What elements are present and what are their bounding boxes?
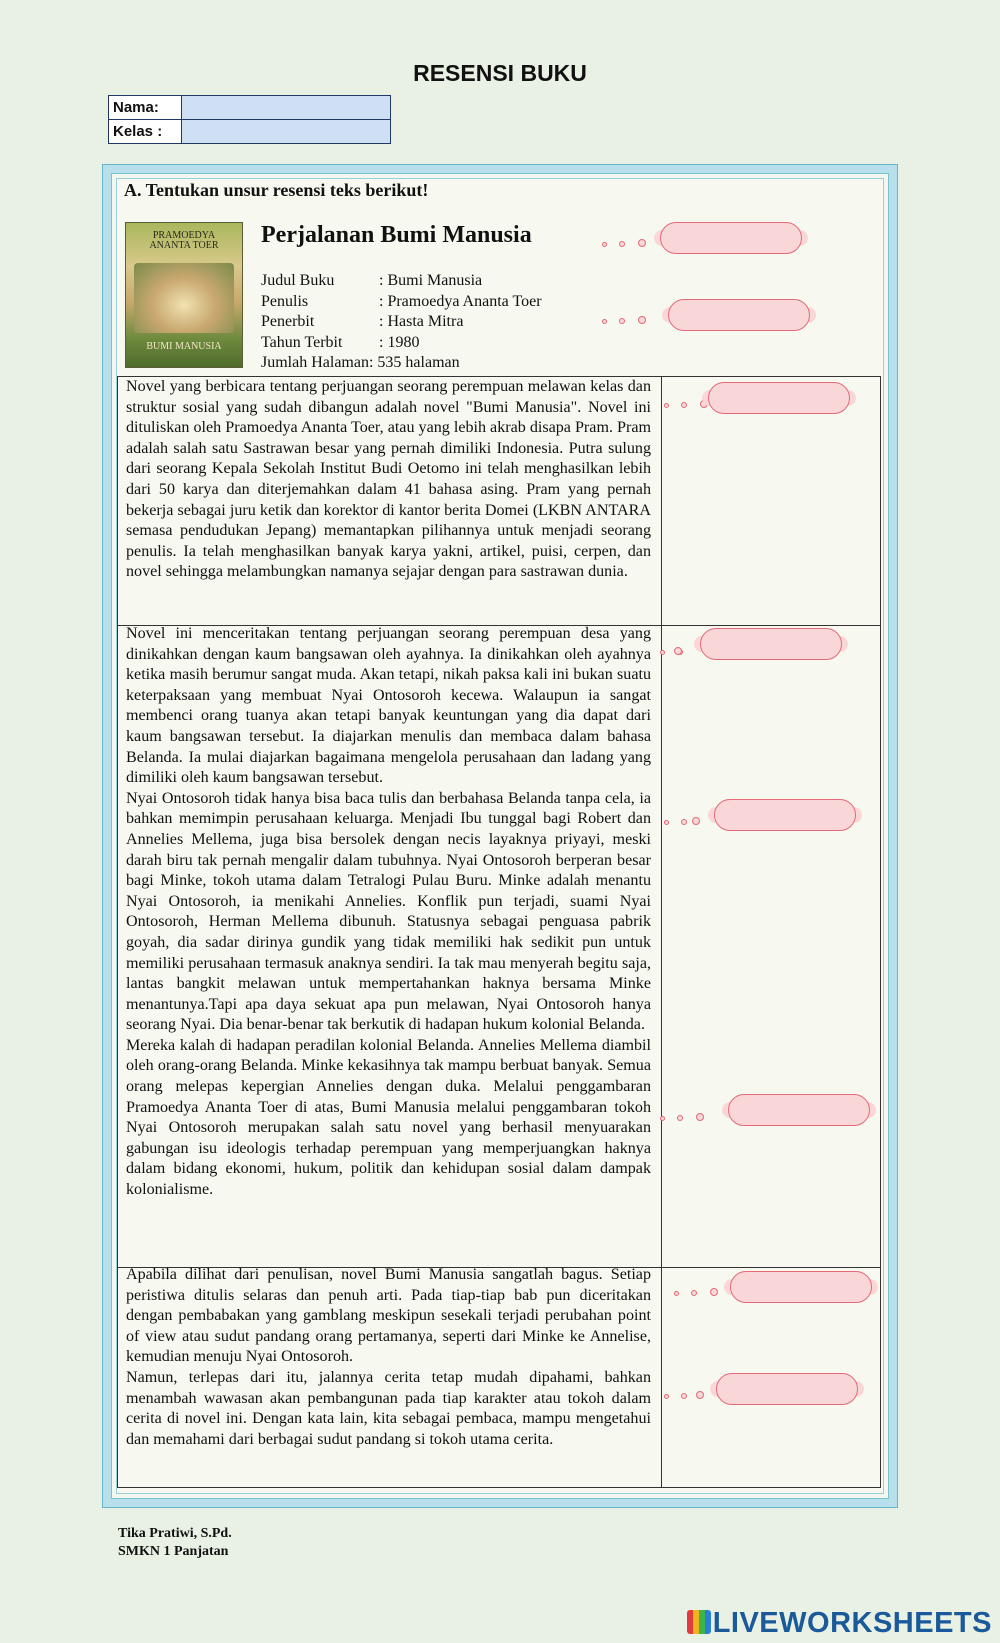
meta-key: Jumlah Halaman:: [261, 354, 374, 371]
answer-bubble-2[interactable]: [668, 299, 810, 331]
meta-row: [261, 333, 542, 354]
answer-input[interactable]: [709, 383, 853, 415]
paragraph-text: Mereka kalah di hadapan peradilan kolonial Belanda. Annelies Mellema diambil oleh orang-orang Belanda. Minke kekasihnya tak mampu berbuat banyak. Semua orang melepas kepergian Annelies dengan duka. Melalui penggambaran Pramoedya Ananta Toer di atas, Bumi Manusia melalui penggambaran tokoh Nyai Ontosoroh merupakan salah satu novel yang berhasil menyuarakan gabungan isu ideologis terhadap perempuan yang memperjuangkan haknya dalam bidang ekonomi, hukum, politik dan kehidupan sosial dalam dampak kolonialisme.: [126, 1036, 651, 1199]
class-input[interactable]: [182, 120, 394, 143]
answer-bubble-3[interactable]: [708, 382, 850, 414]
class-field[interactable]: [182, 120, 391, 144]
meta-value: 535 halaman: [373, 354, 460, 371]
meta-row: [261, 312, 542, 333]
answer-input[interactable]: [669, 300, 813, 332]
page-title: RESENSI BUKU: [413, 60, 587, 86]
paragraph-text: Apabila dilihat dari penulisan, novel Bumi Manusia sangatlah bagus. Setiap peristiwa ditulis selaras dan penuh arti. Pada tiap-tiap bab pun diceritakan dengan pembabakan yang gamblang meskipun sesekali terjadi perubahan point of view atau sudut pandang orang pertamanya, seperti dari Minke ke Annelise, kemudian menuju Nyai Ontosoroh.: [126, 1266, 651, 1366]
paragraph-text: Nyai Ontosoroh tidak hanya bisa baca tulis dan berbahasa Belanda tanpa cela, ia bahkan memimpin perusahaan keluarga. Menjadi Ibu tunggal bagi Robert dan Annelies Mellema, juga bisa bersolek dengan necis layaknya priyayi, meski darah biru tak pernah mengalir dalam tubuhnya. Nyai Ontosoroh berperan besar bagi Minke, tokoh utama dalam Tetralogi Pulau Buru. Minke adalah menantu Nyai Ontosoroh, ia menikahi Annelies. Konflik pun terjadi, suami Nyai Ontosoroh, Herman Mellema dibunuh. Statusnya sebagai penguasa pabrik goyah, dia sadar dirinya gundik yang tidak memiliki hak sedikit pun untuk memiliki perusahaan termasuk anaknya sendiri. Ia tak mau menyerah begitu saja, lantas bangkit melawan untuk mempertahankan haknya bersama Minke menantunya.Tapi apa daya sekuat apa pun melawan, Nyai Ontosoroh hanya seorang Nyai. Dia benar-benar tak berkutik di hadapan hukum kolonial Belanda.: [126, 789, 651, 1034]
paragraph-text: Novel yang berbicara tentang perjuangan seorang perempuan melawan kelas dan struktur sosial yang sudah dibangun adalah novel "Bumi Manusia". Novel ini dituliskan oleh Pramoedya Ananta Toer, atau yang lebih akrab disapa Pram. Pram adalah salah satu Sastrawan besar yang pernah dimiliki Indonesia. Putra sulung dari seorang Kepala Sekolah Institut Budi Oetomo ini telah menghasilkan lebih dari 50 karya dan diterjemahkan dalam 41 bahasa asing. Pram yang pernah bekerja sebagai juru ketik dan korektor di kantor berita Domei (LKBN ANTARA semasa pendudukan Jepang) memantapkan pilihannya untuk menjadi seorang penulis. Ia telah menghasilkan banyak karya yakni, artikel, puisi, cerpen, dan novel sehingga melambungkan namanya sejajar dengan para sastrawan dunia.: [126, 378, 651, 581]
cover-author: PRAMOEDYA ANANTA TOER: [149, 230, 219, 251]
footer-credit: [118, 1525, 232, 1561]
answer-bubble-7[interactable]: [730, 1271, 872, 1303]
meta-value: : Hasta Mitra: [379, 313, 464, 330]
meta-value: : Pramoedya Ananta Toer: [379, 292, 542, 310]
meta-key: Tahun Terbit: [261, 333, 343, 351]
logo-icon: [687, 1610, 711, 1634]
meta-key: Penulis: [261, 292, 309, 310]
answer-input[interactable]: [729, 1095, 873, 1127]
teacher-name: Tika Pratiwi, S.Pd.: [118, 1526, 232, 1541]
answer-bubble-8[interactable]: [716, 1373, 858, 1405]
meta-row: [261, 271, 542, 292]
answer-input[interactable]: [701, 629, 845, 661]
paragraph-author: [126, 377, 651, 583]
cover-title: BUMI MANUSIA: [146, 341, 222, 352]
answer-bubble-4[interactable]: [700, 628, 842, 660]
answer-input[interactable]: [715, 800, 859, 832]
paragraph-synopsis: [126, 624, 651, 1201]
answer-input[interactable]: [661, 223, 805, 255]
meta-key: Judul Buku: [261, 272, 335, 289]
review-table: [117, 376, 881, 1488]
identity-table: [108, 95, 391, 144]
book-cover-image: [125, 222, 243, 368]
column-divider: [661, 377, 662, 1487]
logo-text: LIVEWORKSHEETS: [712, 1607, 992, 1639]
paragraph-evaluation: [126, 1265, 651, 1450]
meta-row: [261, 292, 542, 313]
answer-input[interactable]: [717, 1374, 861, 1406]
meta-value: : Bumi Manusia: [379, 272, 483, 289]
school-name: SMKN 1 Panjatan: [118, 1544, 229, 1559]
paragraph-text: Novel ini menceritakan tentang perjuangan seorang perempuan desa yang dinikahkan dengan kaum bangsawan oleh ayahnya. Ia dinikahkan oleh ayahnya ketika masih berumur sangat muda. Akan tetapi, nikah paksa kali ini bukan suatu keterpaksaan yang membuat Nyai Ontosoroh kecewa. Walaupun ia sangat membenci orang tuanya akan tetapi banyak keuntungan yang dia dapat dari kaum bangsawan tersebut. Ia diajarkan menulis dan membaca dalam bahasa Belanda. Ia mulai diajarkan bagaimana mengelola perusahaan dan ladang yang dimiliki oleh kaum bangsawan tersebut.: [126, 625, 651, 787]
name-label: Nama:: [109, 96, 182, 120]
answer-bubble-1[interactable]: [660, 222, 802, 254]
answer-input[interactable]: [731, 1272, 875, 1304]
meta-key: Penerbit: [261, 313, 315, 330]
answer-bubble-6[interactable]: [728, 1094, 870, 1126]
book-identity: [261, 271, 542, 374]
book-title: Perjalanan Bumi Manusia: [261, 222, 532, 248]
name-field[interactable]: [182, 96, 391, 120]
class-label: Kelas :: [109, 120, 182, 144]
answer-bubble-5[interactable]: [714, 799, 856, 831]
meta-value: : 1980: [379, 333, 420, 351]
section-instruction: A. Tentukan unsur resensi teks berikut!: [124, 180, 429, 200]
cover-illustration: [134, 263, 234, 333]
name-input[interactable]: [182, 96, 394, 119]
meta-row: [261, 353, 542, 374]
liveworksheets-logo[interactable]: [687, 1607, 992, 1640]
paragraph-text: Namun, terlepas dari itu, jalannya cerita tetap mudah dipahami, bahkan menambah wawasan akan pembangunan pada tiap karakter atau tokoh dalam cerita di novel ini. Dengan kata lain, kita sebagai pembaca, mampu mengetahui dan memahami dari berbagai sudut pandang si tokoh utama cerita.: [126, 1368, 651, 1448]
